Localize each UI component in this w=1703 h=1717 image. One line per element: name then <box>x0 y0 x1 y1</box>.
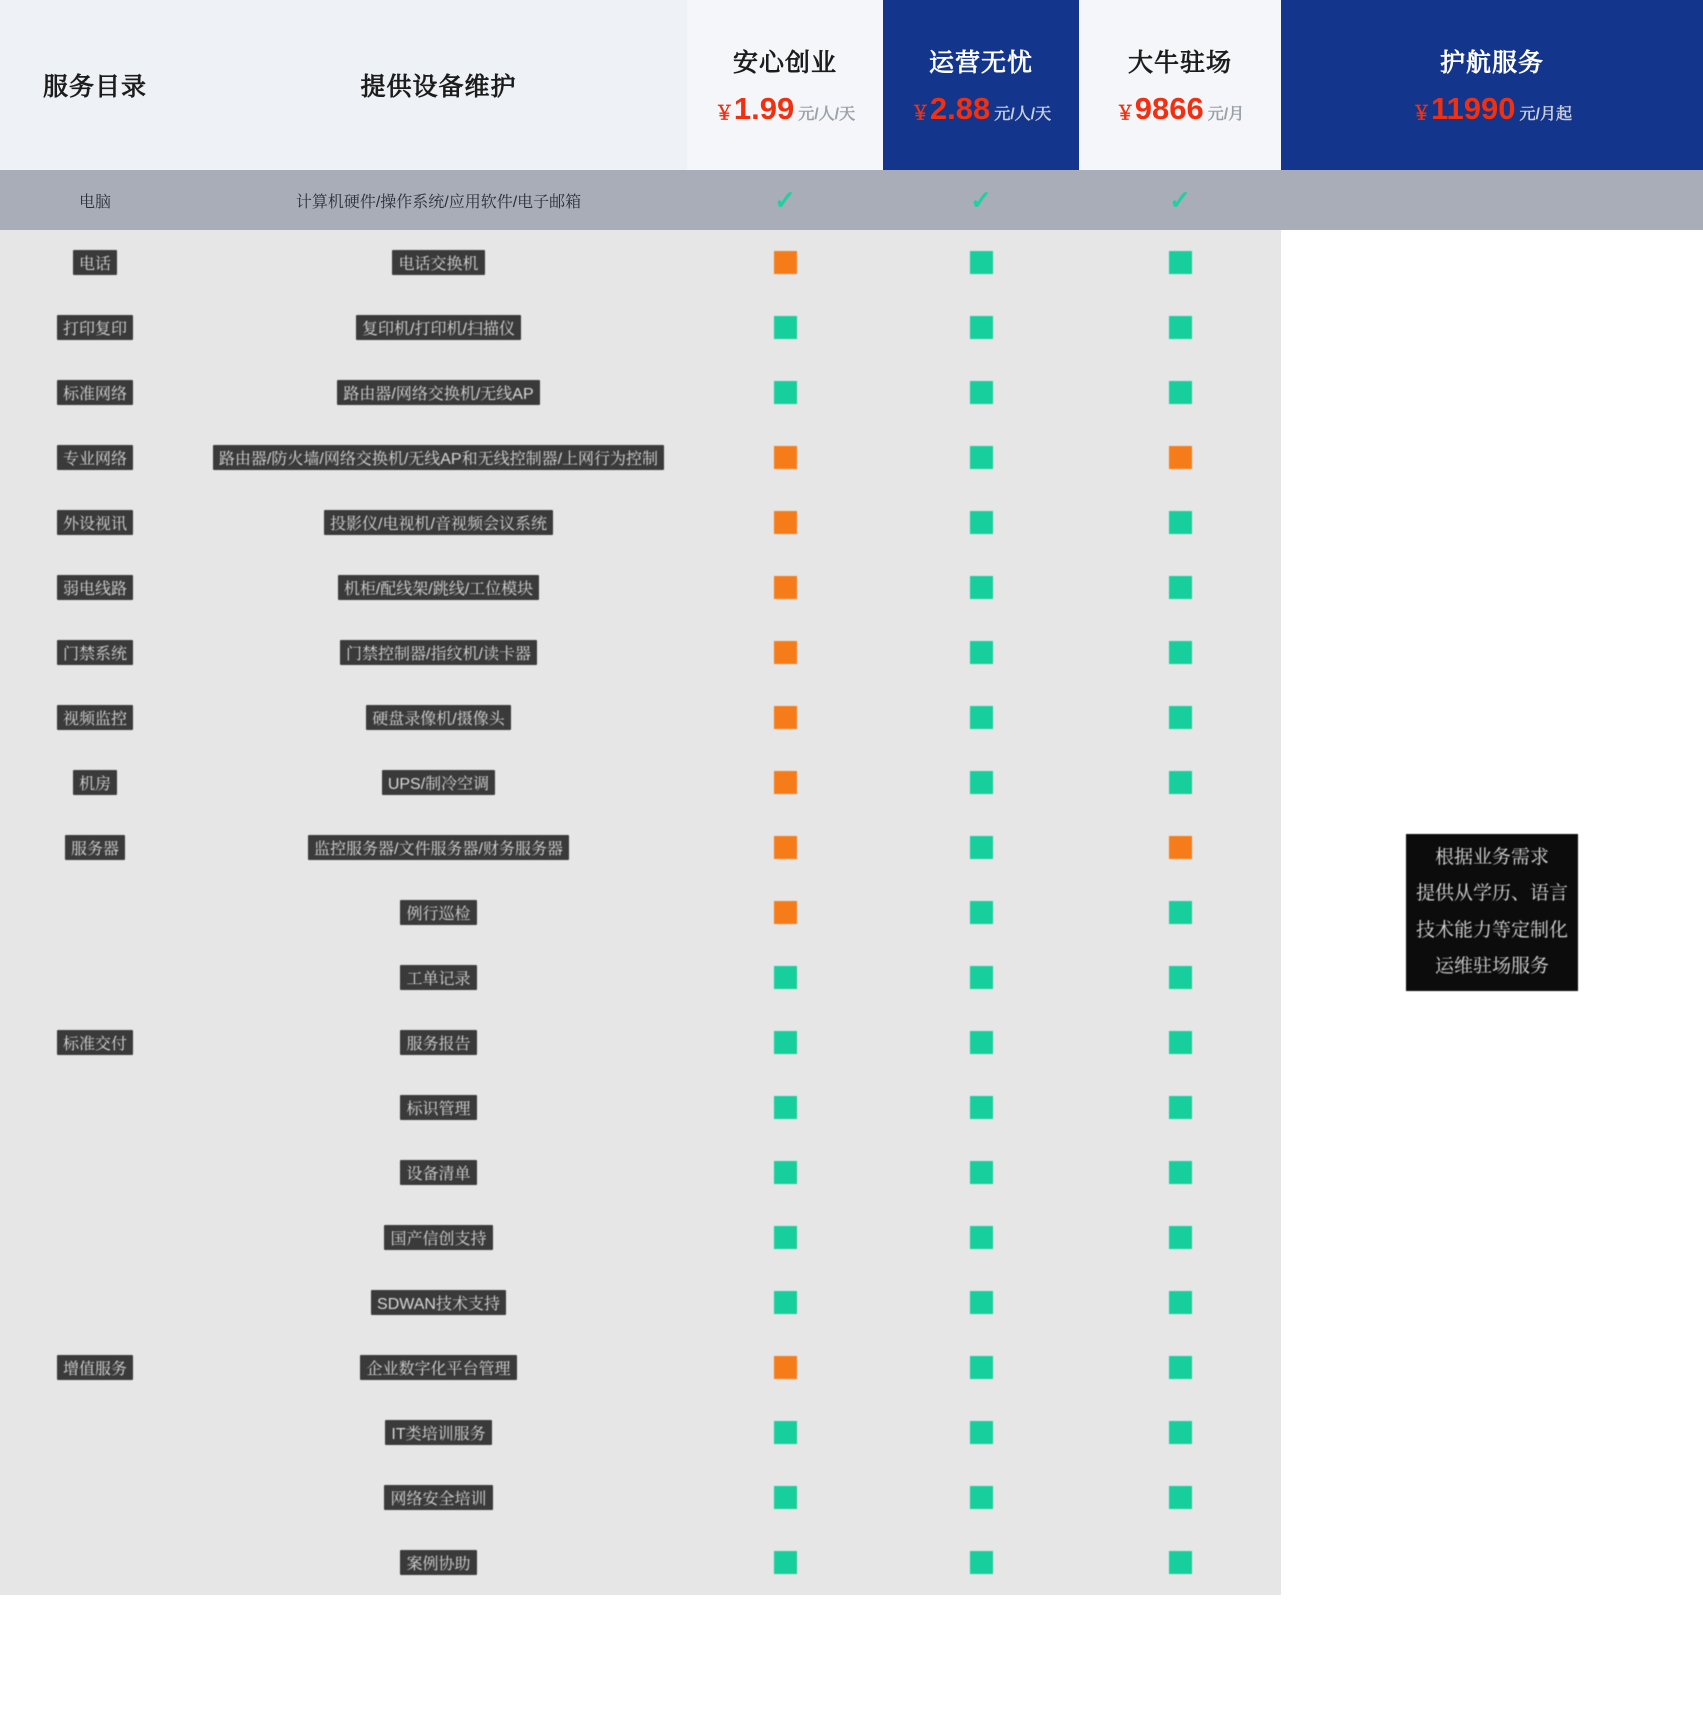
cell-plan-3 <box>1079 1205 1281 1270</box>
row-category <box>0 490 190 555</box>
row-category-label: 标准交付 <box>57 1030 133 1055</box>
cell-plan-1 <box>687 1335 883 1400</box>
row-description-label: 设备清单 <box>400 1160 476 1185</box>
plan-3-currency: ￥ <box>1115 103 1135 124</box>
row-description-label: 案⁠例协助 <box>400 1550 476 1575</box>
cell-plan-3 <box>1079 880 1281 945</box>
row-description <box>190 1335 687 1400</box>
included-icon <box>970 641 993 664</box>
row-description <box>190 1465 687 1530</box>
partial-icon <box>1169 446 1192 469</box>
included-icon <box>1169 1551 1192 1574</box>
cell-plan-3 <box>1079 425 1281 490</box>
row-description-label: 企业数字化平台管理 <box>360 1355 516 1380</box>
row-category <box>0 1270 190 1335</box>
plan-4-note-line: 运维驻场服务 <box>1434 955 1549 977</box>
included-icon <box>1169 1486 1192 1509</box>
cell-plan-3 <box>1079 490 1281 555</box>
cell-plan-1 <box>687 425 883 490</box>
cell-plan-2 <box>883 1530 1079 1595</box>
plan-1-unit: 元/人/天 <box>798 106 856 123</box>
row-category-label: 电话 <box>73 250 117 275</box>
cell-plan-2 <box>883 815 1079 880</box>
row-category <box>0 1140 190 1205</box>
cell-plan-2 <box>883 490 1079 555</box>
included-icon <box>1169 1226 1192 1249</box>
cell-plan-1 <box>687 1530 883 1595</box>
row-description-label: 例行巡检 <box>400 900 476 925</box>
partial-icon <box>774 1356 797 1379</box>
cell-plan-2 <box>883 295 1079 360</box>
included-icon <box>774 1486 797 1509</box>
plan-1-price <box>715 91 855 127</box>
included-icon <box>970 511 993 534</box>
included-icon <box>970 1291 993 1314</box>
row-category <box>0 1075 190 1140</box>
included-icon <box>774 1551 797 1574</box>
row-category-label: 机房 <box>73 770 117 795</box>
cell-plan-2 <box>883 170 1079 230</box>
row-category: 电脑 <box>0 170 190 230</box>
cell-plan-3 <box>1079 815 1281 880</box>
row-description-label: 路由器/防火墙/网络交换机/无线AP和无线控制器/上网行为控制 <box>213 445 664 470</box>
included-icon <box>970 1226 993 1249</box>
row-description-label: IT类培训服务 <box>385 1420 491 1445</box>
cell-plan-2 <box>883 685 1079 750</box>
included-icon <box>1169 966 1192 989</box>
cell-plan-3 <box>1079 1270 1281 1335</box>
row-description <box>190 1140 687 1205</box>
check-icon: ✓ <box>774 184 796 215</box>
cell-plan-4 <box>1281 170 1703 230</box>
row-category <box>0 1335 190 1400</box>
row-description <box>190 750 687 815</box>
included-icon <box>1169 771 1192 794</box>
row-category <box>0 295 190 360</box>
plan-2-amount: 2.88 <box>929 91 991 126</box>
header-description <box>190 0 687 170</box>
partial-icon <box>774 836 797 859</box>
plan-2-price <box>911 91 1051 127</box>
plan-2-unit: 元/人/天 <box>994 106 1052 123</box>
partial-icon <box>774 446 797 469</box>
row-description <box>190 1400 687 1465</box>
row-description-label: 投影仪/电视机/音视频会议系统 <box>324 510 553 535</box>
header-plan-1[interactable] <box>687 0 883 170</box>
plan-1-amount: 1.99 <box>733 91 795 126</box>
included-icon <box>970 1096 993 1119</box>
row-category <box>0 555 190 620</box>
header-category <box>0 0 190 170</box>
check-icon: ✓ <box>970 184 992 215</box>
plan-4-unit: 元/月起 <box>1519 106 1572 123</box>
cell-plan-1 <box>687 750 883 815</box>
cell-plan-1 <box>687 1270 883 1335</box>
row-description-label: 硬盘录像机/摄像头 <box>366 705 510 730</box>
cell-plan-2 <box>883 425 1079 490</box>
row-description-label: 国产信创支持 <box>384 1225 492 1250</box>
plan-4-currency: ￥ <box>1412 103 1432 124</box>
row-description-label: 工单记录 <box>400 965 476 990</box>
cell-plan-2 <box>883 1075 1079 1140</box>
included-icon <box>970 446 993 469</box>
cell-plan-3 <box>1079 1075 1281 1140</box>
partial-icon <box>1169 836 1192 859</box>
cell-plan-1 <box>687 555 883 620</box>
header-plan-4[interactable] <box>1281 0 1703 170</box>
included-icon <box>970 771 993 794</box>
included-icon <box>970 901 993 924</box>
included-icon <box>774 1161 797 1184</box>
row-description-label: 门禁控制器/指纹机/读卡器 <box>340 640 537 665</box>
cell-plan-2 <box>883 555 1079 620</box>
row-category <box>0 425 190 490</box>
row-description-label: SDWAN技术支持 <box>371 1290 506 1315</box>
row-category <box>0 360 190 425</box>
plan-4-name: 护航服务 <box>1439 49 1544 77</box>
included-icon <box>970 1486 993 1509</box>
cell-plan-3 <box>1079 1335 1281 1400</box>
row-description-label: 服务报告 <box>400 1030 476 1055</box>
cell-plan-3 <box>1079 1400 1281 1465</box>
partial-icon <box>774 251 797 274</box>
row-description-label: 复印机/打印机/扫描仪 <box>356 315 521 340</box>
included-icon <box>774 1291 797 1314</box>
row-description: 计算机硬件/操作系统/应用软件/电子邮箱 <box>190 170 687 230</box>
cell-plan-1 <box>687 1465 883 1530</box>
row-description-label: 网络安全培训 <box>384 1485 492 1510</box>
row-category <box>0 1205 190 1270</box>
cell-plan-2 <box>883 230 1079 295</box>
table-row <box>0 230 1703 295</box>
cell-plan-2 <box>883 620 1079 685</box>
row-category-label: 专业网络 <box>57 445 133 470</box>
row-description <box>190 230 687 295</box>
included-icon <box>1169 576 1192 599</box>
included-icon <box>970 836 993 859</box>
row-description <box>190 360 687 425</box>
row-category <box>0 230 190 295</box>
cell-plan-3 <box>1079 170 1281 230</box>
cell-plan-3 <box>1079 1010 1281 1075</box>
cell-plan-1 <box>687 815 883 880</box>
cell-plan-3 <box>1079 945 1281 1010</box>
plan-4-amount: 11990 <box>1431 91 1516 126</box>
row-description <box>190 1205 687 1270</box>
row-description <box>190 295 687 360</box>
cell-plan-3 <box>1079 1140 1281 1205</box>
included-icon <box>1169 706 1192 729</box>
table-row-highlight <box>0 170 1703 230</box>
plan-3-name: 大牛驻场 <box>1127 49 1232 77</box>
cell-plan-1 <box>687 490 883 555</box>
cell-plan-1 <box>687 360 883 425</box>
included-icon <box>970 1356 993 1379</box>
table-header-row <box>0 0 1703 170</box>
row-description <box>190 620 687 685</box>
cell-plan-2 <box>883 1205 1079 1270</box>
plan-3-amount: 9866 <box>1134 91 1204 126</box>
included-icon <box>1169 1356 1192 1379</box>
cell-plan-3 <box>1079 230 1281 295</box>
included-icon <box>1169 511 1192 534</box>
cell-plan-1 <box>687 1010 883 1075</box>
included-icon <box>1169 1421 1192 1444</box>
cell-plan-2 <box>883 750 1079 815</box>
cell-plan-1 <box>687 295 883 360</box>
row-description <box>190 685 687 750</box>
plan-1-name: 安心创业 <box>732 49 837 77</box>
header-category-label: 服务目录 <box>42 73 147 101</box>
included-icon <box>1169 641 1192 664</box>
row-category <box>0 945 190 1010</box>
cell-plan-2 <box>883 1010 1079 1075</box>
row-category-label: 门禁系统 <box>57 640 133 665</box>
row-description <box>190 880 687 945</box>
cell-plan-2 <box>883 1400 1079 1465</box>
cell-plan-1 <box>687 1400 883 1465</box>
plan-1-currency: ￥ <box>714 103 734 124</box>
plan-3-unit: 元/月 <box>1207 106 1245 123</box>
plan-3-price <box>1116 91 1244 127</box>
included-icon <box>1169 316 1192 339</box>
included-icon <box>1169 1291 1192 1314</box>
partial-icon <box>774 706 797 729</box>
row-category-label: 弱电线路 <box>57 575 133 600</box>
cell-plan-2 <box>883 1270 1079 1335</box>
plan-4-note <box>1406 834 1578 990</box>
cell-plan-3 <box>1079 360 1281 425</box>
row-category-label: 外设视讯 <box>57 510 133 535</box>
row-category-label: 服务器 <box>65 835 125 860</box>
cell-plan-1 <box>687 170 883 230</box>
row-description-label: UPS/制冷空调 <box>382 770 495 795</box>
row-description-label: 机柜/配线架/跳线/工位模块 <box>338 575 539 600</box>
row-category <box>0 1400 190 1465</box>
included-icon <box>774 1031 797 1054</box>
row-description <box>190 945 687 1010</box>
included-icon <box>970 706 993 729</box>
row-category-label: 标准网络 <box>57 380 133 405</box>
row-description-label: 监控服务器/文件服务器/财务服务器 <box>308 835 569 860</box>
cell-plan-1 <box>687 685 883 750</box>
included-icon <box>970 966 993 989</box>
cell-plan-2 <box>883 1335 1079 1400</box>
header-plan-2[interactable] <box>883 0 1079 170</box>
cell-plan-2 <box>883 945 1079 1010</box>
row-description <box>190 815 687 880</box>
cell-plan-3 <box>1079 620 1281 685</box>
included-icon <box>1169 1031 1192 1054</box>
partial-icon <box>774 901 797 924</box>
row-description <box>190 1075 687 1140</box>
row-category-label: 打印复印 <box>57 315 133 340</box>
partial-icon <box>774 641 797 664</box>
cell-plan-3 <box>1079 685 1281 750</box>
cell-plan-1 <box>687 230 883 295</box>
partial-icon <box>774 511 797 534</box>
partial-icon <box>774 576 797 599</box>
row-category <box>0 620 190 685</box>
row-category <box>0 1530 190 1595</box>
row-description-label: 路由器/网络交换机/无线AP <box>337 380 539 405</box>
included-icon <box>774 966 797 989</box>
header-plan-3[interactable] <box>1079 0 1281 170</box>
included-icon <box>774 381 797 404</box>
plan-4-price <box>1412 91 1572 127</box>
cell-plan-1 <box>687 1205 883 1270</box>
cell-plan-3 <box>1079 750 1281 815</box>
cell-plan-3 <box>1079 295 1281 360</box>
plan-4-note-line: 根据业务需求 <box>1434 847 1549 869</box>
plan-4-note-line: 提供从学历、语言 <box>1415 883 1568 905</box>
row-description-label: 标识管理 <box>400 1095 476 1120</box>
row-description <box>190 1270 687 1335</box>
row-category <box>0 880 190 945</box>
cell-plan-1 <box>687 945 883 1010</box>
check-icon: ✓ <box>1169 184 1191 215</box>
included-icon <box>1169 381 1192 404</box>
row-category <box>0 685 190 750</box>
row-category <box>0 815 190 880</box>
cell-plan-1 <box>687 880 883 945</box>
included-icon <box>970 381 993 404</box>
included-icon <box>970 1161 993 1184</box>
row-category <box>0 1010 190 1075</box>
row-description <box>190 425 687 490</box>
row-description <box>190 555 687 620</box>
cell-plan-1 <box>687 1075 883 1140</box>
included-icon <box>1169 1161 1192 1184</box>
included-icon <box>970 1031 993 1054</box>
cell-plan-3 <box>1079 555 1281 620</box>
table-body <box>0 170 1703 1595</box>
included-icon <box>1169 251 1192 274</box>
included-icon <box>774 1226 797 1249</box>
cell-plan-2 <box>883 880 1079 945</box>
row-category-label: 视频监控 <box>57 705 133 730</box>
row-description <box>190 1010 687 1075</box>
cell-plan-1 <box>687 1140 883 1205</box>
cell-plan-3 <box>1079 1530 1281 1595</box>
row-description <box>190 1530 687 1595</box>
row-category-label: 增值服务 <box>57 1355 133 1380</box>
row-description <box>190 490 687 555</box>
cell-plan-2 <box>883 360 1079 425</box>
cell-plan-2 <box>883 1140 1079 1205</box>
cell-plan-3 <box>1079 1465 1281 1530</box>
included-icon <box>970 1551 993 1574</box>
cell-plan-4-note <box>1281 230 1703 1595</box>
included-icon <box>970 1421 993 1444</box>
included-icon <box>1169 901 1192 924</box>
cell-plan-2 <box>883 1465 1079 1530</box>
plan-2-name: 运营无忧 <box>928 49 1033 77</box>
included-icon <box>774 1096 797 1119</box>
included-icon <box>970 316 993 339</box>
row-category <box>0 750 190 815</box>
plan-2-currency: ￥ <box>910 103 930 124</box>
partial-icon <box>774 771 797 794</box>
cell-plan-1 <box>687 620 883 685</box>
included-icon <box>970 576 993 599</box>
included-icon <box>774 316 797 339</box>
included-icon <box>970 251 993 274</box>
included-icon <box>774 1421 797 1444</box>
plan-4-note-line: 技术能力等定制化 <box>1415 919 1568 941</box>
row-description-label: 电话交换机 <box>392 250 484 275</box>
header-description-label: 提供设备维护 <box>360 73 517 101</box>
row-category <box>0 1465 190 1530</box>
included-icon <box>1169 1096 1192 1119</box>
